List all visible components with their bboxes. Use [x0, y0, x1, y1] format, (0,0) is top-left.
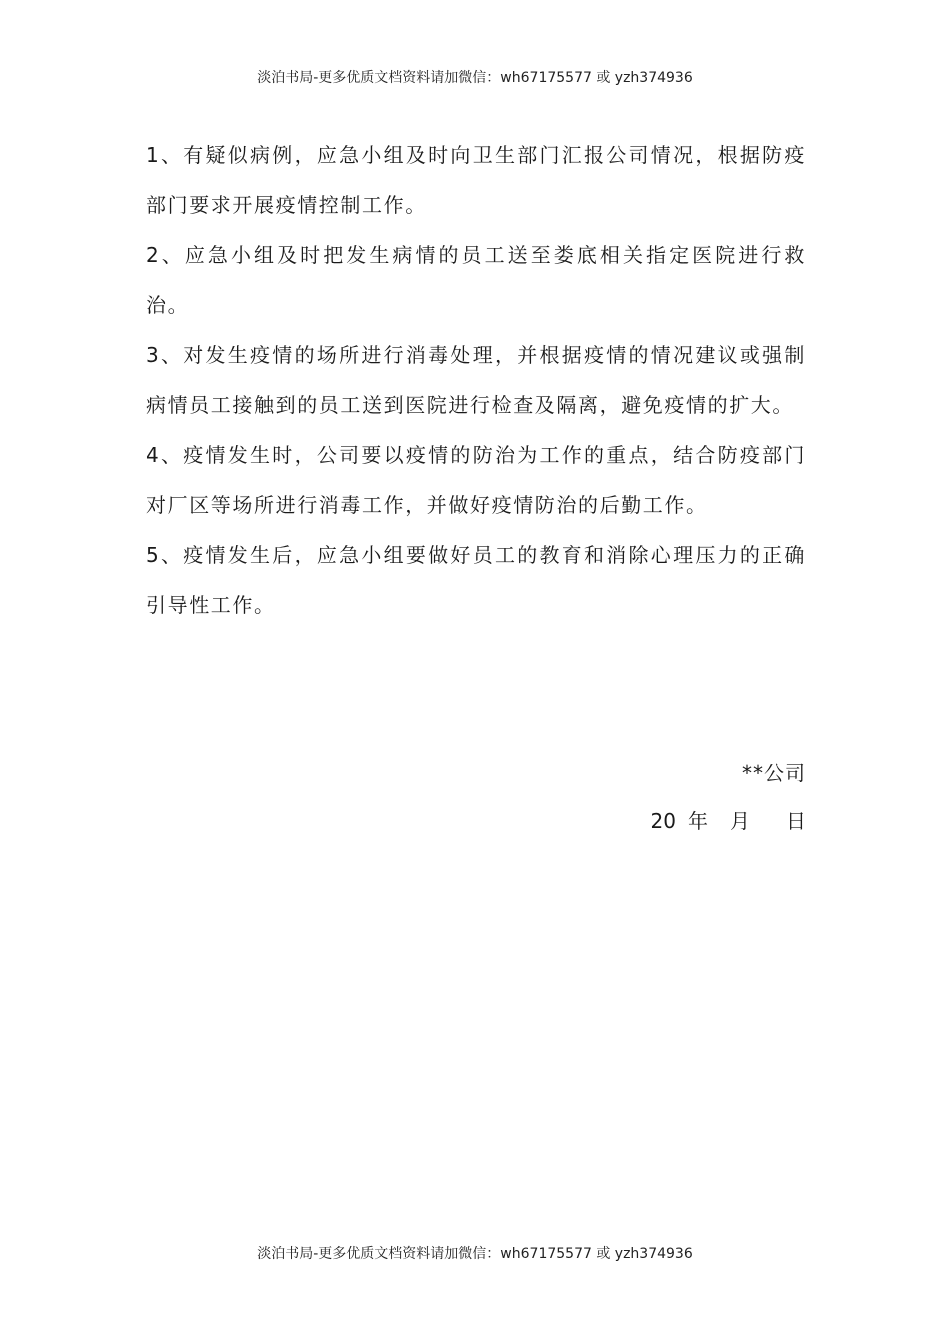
document-body [146, 130, 806, 630]
signature-date [651, 806, 806, 836]
page-header: 淡泊书局-更多优质文档资料请加微信：wh67175577 或 yzh374936 [257, 70, 693, 86]
page-footer: 淡泊书局-更多优质文档资料请加微信：wh67175577 或 yzh374936 [257, 1246, 693, 1262]
date-year: 20 [650, 809, 676, 833]
signature-company: **公司 [742, 761, 806, 785]
date-year-label: 年 [688, 809, 708, 833]
paragraph-5: 5、疫情发生后，应急小组要做好员工的教育和消除心理压力的正确引导性工作。 [146, 543, 806, 617]
paragraph-4: 4、疫情发生时，公司要以疫情的防治为工作的重点，结合防疫部门对厂区等场所进行消毒工作，并做好疫情防治的后勤工作。 [146, 443, 806, 517]
date-day-label: 日 [786, 809, 806, 833]
paragraph-3: 3、对发生疫情的场所进行消毒处理，并根据疫情的情况建议或强制病情员工接触到的员工送到医院进行检查及隔离，避免疫情的扩大。 [146, 343, 806, 417]
paragraph-1: 1、有疑似病例，应急小组及时向卫生部门汇报公司情况，根据防疫部门要求开展疫情控制工作。 [146, 143, 806, 217]
date-month-label: 月 [730, 809, 750, 833]
paragraph-2: 2、应急小组及时把发生病情的员工送至娄底相关指定医院进行救治。 [146, 243, 806, 317]
